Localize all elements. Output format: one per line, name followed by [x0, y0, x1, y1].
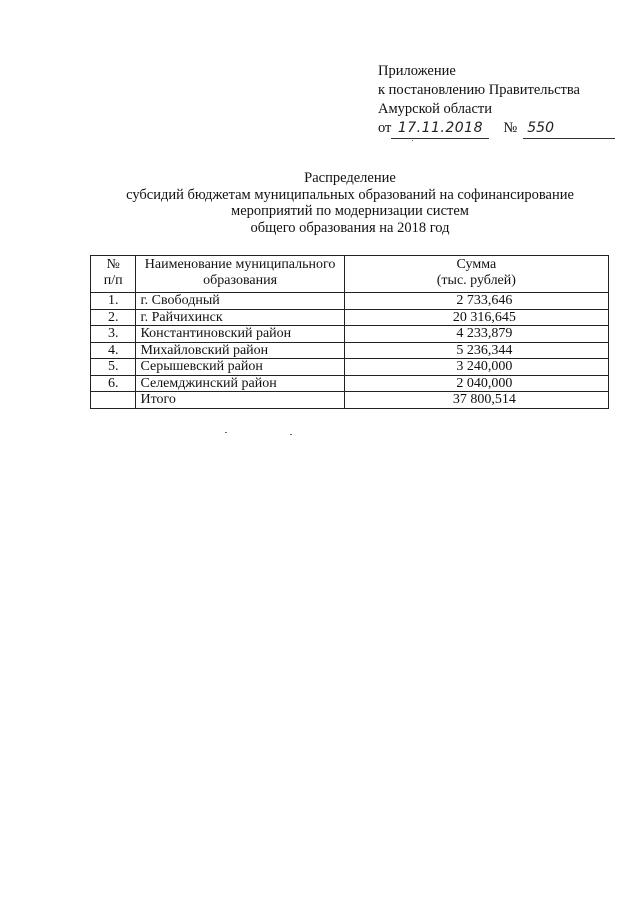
row-sum: 5 236,344: [344, 342, 608, 359]
total-sum: 37 800,514: [344, 392, 608, 409]
header-name-line-2: образования: [203, 272, 278, 288]
header-sum: [344, 256, 608, 293]
row-name: Михайловский район: [136, 342, 344, 359]
header-number-line-1: №: [106, 257, 120, 272]
row-number: 1.: [91, 293, 136, 310]
appendix-date-number: [378, 119, 615, 139]
appendix-resolution: к постановлению Правительства: [378, 82, 580, 98]
handwritten-date: 17.11.2018: [391, 119, 489, 139]
date-prefix: от: [378, 120, 392, 136]
row-number: 6.: [91, 375, 136, 392]
header-number-line-2: п/п: [103, 272, 123, 288]
table-row: [91, 326, 609, 343]
row-number: 3.: [91, 326, 136, 343]
table-row: [91, 293, 609, 310]
row-sum: 2 040,000: [344, 375, 608, 392]
row-number: 4.: [91, 342, 136, 359]
row-name: г. Свободный: [136, 293, 344, 310]
document-title: [90, 170, 610, 236]
scan-speck: [412, 140, 413, 141]
title-line-3: мероприятий по модернизации систем: [231, 203, 469, 219]
row-name: Селемджинский район: [136, 375, 344, 392]
header-sum-line-2: (тыс. рублей): [436, 272, 516, 288]
row-sum: 20 316,645: [344, 309, 608, 326]
total-label: Итого: [136, 392, 344, 409]
distribution-table: [90, 255, 609, 409]
title-line-2: субсидий бюджетам муниципальных образований на софинансирование: [126, 186, 574, 203]
handwritten-number: 550: [523, 119, 615, 139]
row-name: г. Райчихинск: [136, 309, 344, 326]
row-number: 5.: [91, 359, 136, 376]
table-total-row: [91, 392, 609, 409]
scan-speck: [290, 434, 292, 435]
header-name: [136, 256, 344, 293]
header-name-line-1: Наименование муниципального: [144, 257, 336, 272]
row-sum: 4 233,879: [344, 326, 608, 343]
header-number: [91, 256, 136, 293]
table-row: [91, 359, 609, 376]
row-sum: 2 733,646: [344, 293, 608, 310]
row-name: Константиновский район: [136, 326, 344, 343]
row-number: 2.: [91, 309, 136, 326]
number-label: №: [503, 120, 518, 136]
appendix-region: Амурской области: [378, 101, 492, 117]
row-sum: 3 240,000: [344, 359, 608, 376]
appendix-title: Приложение: [378, 63, 456, 79]
title-line-4: общего образования на 2018 год: [250, 219, 450, 236]
table-row: [91, 342, 609, 359]
table-row: [91, 375, 609, 392]
title-line-1: Распределение: [304, 170, 396, 186]
table-row: [91, 309, 609, 326]
row-name: Серышевский район: [136, 359, 344, 376]
scan-speck: [225, 432, 227, 433]
table-header-row: [91, 256, 609, 293]
appendix-block: [378, 62, 615, 139]
header-sum-line-1: Сумма: [456, 257, 497, 272]
total-number: [91, 392, 136, 409]
